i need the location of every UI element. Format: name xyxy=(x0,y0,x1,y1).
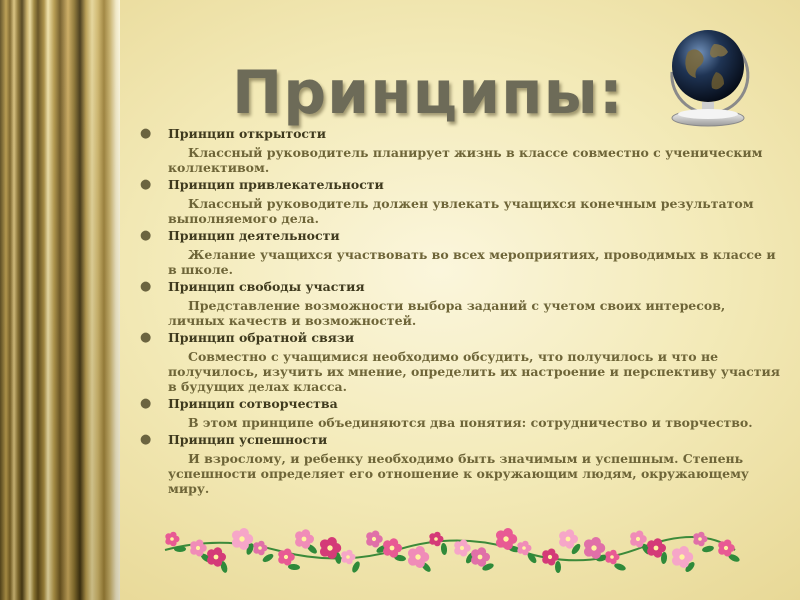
principle-description: Желание учащихся участвовать во всех мероприятиях, проводимых в классе и в школе. xyxy=(168,247,776,277)
garland-petal xyxy=(258,541,265,548)
garland-petal xyxy=(591,537,601,547)
garland-petal xyxy=(196,539,204,547)
principle-item xyxy=(140,228,780,277)
principle-item xyxy=(140,330,780,394)
garland-flower-center xyxy=(679,554,684,559)
garland-petal xyxy=(636,530,644,538)
garland-petal xyxy=(170,532,177,539)
principle-description: Классный руководитель должен увлекать учащихся конечным результатом выполняемого дела. xyxy=(168,196,754,226)
bullet-icon: ● xyxy=(140,432,152,447)
garland-petal xyxy=(327,537,337,547)
garland-petal xyxy=(679,546,689,556)
garland-flower-center xyxy=(239,536,244,541)
principle-description: Совместно с учащимися необходимо обсудить, что получилось и что не получилось, изучить их мнение, определить их настроение и перспективу участия в будущих делах класса. xyxy=(168,349,780,394)
bullet-icon: ● xyxy=(140,396,152,411)
garland-petal xyxy=(346,550,353,557)
garland-petal xyxy=(239,528,249,538)
garland-flower-center xyxy=(478,555,483,560)
principle-heading: Принцип деятельности xyxy=(168,228,340,243)
bullet-icon: ● xyxy=(140,330,152,345)
garland-flower-center xyxy=(434,537,438,541)
garland-leaf xyxy=(702,545,715,553)
principle-heading: Принцип сотворчества xyxy=(168,396,338,411)
garland-petal xyxy=(522,541,529,548)
decorative-border-shade xyxy=(0,0,120,600)
garland-petal xyxy=(415,546,425,556)
garland-petal xyxy=(301,529,310,538)
principle-heading: Принцип успешности xyxy=(168,432,328,447)
garland-flower-center xyxy=(548,555,552,559)
garland-flower-center xyxy=(636,537,640,541)
principle-item xyxy=(140,432,780,496)
garland-petal xyxy=(610,550,617,557)
garland-petal xyxy=(565,529,574,538)
garland-petal xyxy=(284,548,292,556)
garland-flower-center xyxy=(258,546,262,550)
principle-heading: Принцип привлекательности xyxy=(168,177,384,192)
bullet-icon: ● xyxy=(140,279,152,294)
garland-flower-center xyxy=(610,555,614,559)
garland-petal xyxy=(477,547,486,556)
principle-description: И взрослому, и ребенку необходимо быть значимым и успешным. Степень успешности определяет его отношение к окружающим людям, окружающему миру. xyxy=(168,451,749,496)
garland-petal xyxy=(460,539,468,547)
garland-flower-center xyxy=(170,537,174,541)
principles-list xyxy=(140,126,780,498)
garland-petal xyxy=(548,548,556,556)
garland-flower-center xyxy=(196,546,200,550)
garland-flower-center xyxy=(724,546,728,550)
garland-flower-center xyxy=(654,546,659,551)
garland-leaf xyxy=(440,543,447,556)
garland-flower-center xyxy=(214,555,219,560)
garland-leaf xyxy=(174,546,186,552)
garland-flower-center xyxy=(346,555,350,559)
principle-heading: Принцип свободы участия xyxy=(168,279,365,294)
garland-petal xyxy=(724,539,732,547)
bullet-icon: ● xyxy=(140,228,152,243)
garland-petal xyxy=(503,528,513,538)
garland-petal xyxy=(389,538,398,547)
garland-petal xyxy=(372,530,380,538)
garland-petal xyxy=(653,538,662,547)
garland-flower-center xyxy=(372,537,376,541)
garland-flower-center xyxy=(284,555,288,559)
principle-item xyxy=(140,177,780,226)
principle-item xyxy=(140,279,780,328)
garland-flower-center xyxy=(327,545,332,550)
garland-petal xyxy=(434,532,441,539)
garland-leaf xyxy=(555,561,561,573)
bullet-icon: ● xyxy=(140,126,152,141)
globe-icon xyxy=(658,22,754,134)
principle-heading: Принцип открытости xyxy=(168,126,327,141)
garland-petal xyxy=(698,532,705,539)
garland-flower-center xyxy=(591,545,596,550)
garland-flower-center xyxy=(460,546,464,550)
garland-flower-center xyxy=(698,537,702,541)
principle-item xyxy=(140,126,780,175)
garland-flower-center xyxy=(302,537,307,542)
garland-flower-center xyxy=(566,537,571,542)
principle-item xyxy=(140,396,780,430)
garland-flower-center xyxy=(415,554,420,559)
principle-description: Классный руководитель планирует жизнь в классе совместно с ученическим коллективом. xyxy=(168,145,763,175)
principle-description: В этом принципе объединяются два понятия: сотрудничество и творчество. xyxy=(188,415,753,430)
garland-flower-center xyxy=(503,536,508,541)
garland-petal xyxy=(213,547,222,556)
garland-flower-center xyxy=(390,546,395,551)
garland-flower-center xyxy=(522,546,526,550)
slide-title: Принципы: xyxy=(232,58,624,128)
bullet-icon: ● xyxy=(140,177,152,192)
principle-description: Представление возможности выбора заданий с учетом своих интересов, личных качеств и возможностей. xyxy=(168,298,726,328)
principle-heading: Принцип обратной связи xyxy=(168,330,355,345)
flower-garland xyxy=(160,515,740,581)
